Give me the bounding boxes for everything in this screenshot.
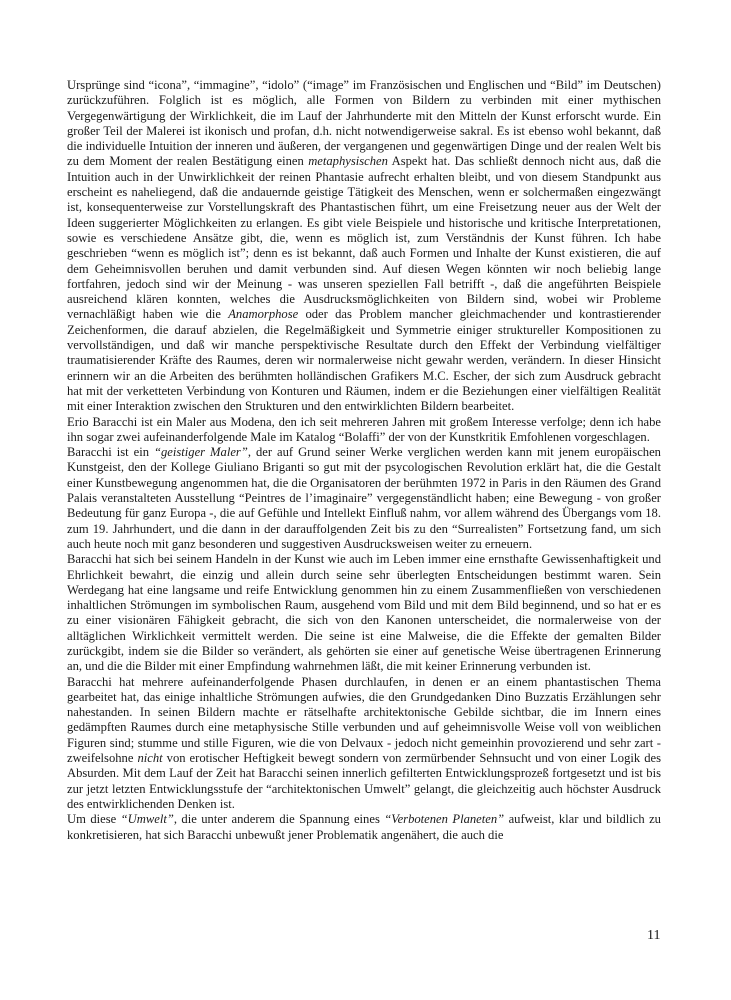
paragraph bbox=[67, 415, 661, 446]
text-run: oder das Problem mancher gleichmachender und kontrastierender Zeichenformen, die darauf abzielen, die Regelmäßigkeit und Symmetrie einiger struktureller Kompositionen zu vervollständigen, und daß wir manche perspektivische Resultate durch den Effekt der Verbindung vielfältiger traumatisierender Kräfte des Raumes, deren wir normalerweise nicht gewahr werden, verändern. In dieser Hinsicht erinnern wir an die Arbeiten des berühmten holländischen Grafikers M.C. Escher, der sich zum Ausdruck gebracht hat mit der verketteten Verbindung von Konturen und Räumen, indem er die Beziehungen einer vielfältigen Realität mit einer Interaktion zwischen den Strukturen und den entwirklichten Bildern bearbeitet. bbox=[67, 307, 661, 414]
paragraph bbox=[67, 78, 661, 415]
text-run: Baracchi hat sich bei seinem Handeln in der Kunst wie auch im Leben immer eine ernsthafte Gewissenhaftigkeit und Ehrlichkeit bewahrt, die einzig und allein durch seine sehr überlegten Entscheidungen bestimmt waren. Sein Werdegang hat eine langsame und reife Entwicklung genommen hin zu einem Zusammenfließen von verschiedenen inhaltlichen Strömungen im symbolischen Raum, ausgehend vom Bild und mit dem Bild beginnend, und so hat er es zu einer visionären Fähigkeit gebracht, die sich von den Kanonen unterscheidet, die normalerweise von der alltäglichen Wirklichkeit vermittelt werden. Die seine ist eine Malweise, die die Effekte der gemalten Bilder zurückgibt, indem sie die Bilder so verändert, als gehörten sie einer auf genetische Weise übertragenen Erinnerung an, und die die Bilder mit einer Empfindung wahrnehmen läßt, die mit keiner Erinnerung verbunden ist. bbox=[67, 552, 661, 674]
text-run: Erio Baracchi ist ein Maler aus Modena, den ich seit mehreren Jahren mit großem Interesse verfolge; denn ich habe ihn sogar zwei aufeinanderfolgende Male im Katalog “Bolaffi” der von der Kunstkritik Emfohlenen vorgeschlagen. bbox=[67, 414, 661, 444]
body-text bbox=[67, 78, 661, 843]
text-run: Baracchi ist ein bbox=[67, 445, 154, 460]
italic-run: metaphysischen bbox=[308, 154, 388, 169]
paragraph bbox=[67, 445, 661, 552]
italic-run: “Verbotenen Planeten” bbox=[384, 812, 505, 827]
text-run: von erotischer Heftigkeit bewegt sondern von zermürbender Sehnsucht und von einer Logik des Absurden. Mit dem Lauf der Zeit hat Baracchi seinen innerlich gefilterten Entwicklungsprozeß fortgesetzt und ist bis zur jetzt letzten Entwicklungsstufe der “architektonischen Umwelt” gelangt, die gleichzeitig auch höchster Ausdruck des entwirklichenden Denken ist. bbox=[67, 751, 661, 811]
page-number: 11 bbox=[647, 928, 661, 943]
italic-run: “Umwelt” bbox=[120, 812, 174, 827]
italic-run: nicht bbox=[137, 751, 163, 766]
italic-run: Anamorphose bbox=[228, 307, 299, 322]
text-run: , die unter anderem die Spannung eines bbox=[173, 812, 385, 827]
text-run: Aspekt hat. Das schließt dennoch nicht aus, daß die Intuition auch in der Unwirklichkeit der reinen Phantasie aufrecht erhalten bleibt, und von diesem Standpunkt aus erscheint es naheliegend, daß die andauernde geistige Tätigkeit des Menschen, wenn er solchermaßen eingezwängt ist, konsequenterweise zur Vorstellungskraft des Phantastischen führt, um eine Freisetzung neuer aus der Welt der Ideen suggerierter Möglichkeiten zu erlangen. Es gibt viele Beispiele und historische und kritische Interpretationen, sowie es verschiedene Ansätze gibt, die, wenn es möglich ist, zum Verständnis der Kunst führen. Ich habe geschrieben “wenn es möglich ist”; denn es ist bekannt, daß auch Formen und Inhalte der Kunst existieren, die auf dem Geheimnisvollen beruhen und damit verbunden sind. Auf diesen Wegen könnten wir noch beliebig lange fortfahren, jedoch sind wir der Meinung - was unseren speziellen Fall betrifft -, daß die angeführten Beispiele ausreichend klären konnten, welches die Ausdrucksmöglichkeiten von Bildern sind, wobei wir Probleme vernachläßigt haben wie die bbox=[67, 154, 661, 322]
text-run: Um diese bbox=[67, 812, 121, 827]
text-run: Ursprünge sind “icona”, “immagine”, “idolo” (“image” im Französischen und Englischen und “Bild” im Deutschen) zurückzuführen. Folglich ist es möglich, alle Formen von Bildern zu verbinden mit einer mythischen Vergegenwärtigung der Wirklichkeit, die im Lauf der Jahrhunderte mit den Mitteln der Kunst erforscht wurde. Ein großer Teil der Malerei ist ikonisch und profan, d.h. nicht notwendigerweise sakral. Es ist ebenso wohl bekannt, daß die individuelle Intuition der inneren und äußeren, der vergangenen und gegenwärtigen Dinge und der realen Welt bis zu dem Moment der realen Bestätigung einen bbox=[67, 78, 661, 169]
text-run: aufweist, klar und bildlich zu konkretisieren, hat sich Baracchi unbewußt jener Problematik angenähert, die auch die bbox=[67, 812, 661, 842]
italic-run: “geistiger Maler” bbox=[153, 445, 248, 460]
paragraph bbox=[67, 552, 661, 674]
text-run: , der auf Grund seiner Werke verglichen werden kann mit jenem europäischen Kunstgeist, den der Kollege Giuliano Briganti so gut mit der psycologischen Revolution erklärt hat, die die Gestalt einer Kunstbewegung angenommen hat, die die Organisatoren der berühmten 1972 in Paris in den Räumen des Grand Palais veranstalteten Ausstellung “Peintres de l’imaginaire” vergegenständlicht haben; eine Bewegung - von großer Bedeutung für ganz Europa -, die auf Gefühle und Intellekt Einfluß nahm, vor allem während des Übergangs vom 18. zum 19. Jahrhundert, und die dann in der darauffolgenden Zeit bis zu den “Surrealisten” Fortsetzung fand, um sich auch heute noch mit ganz besonderen und suggestiven Ausdrucksweisen weiter zu erneuern. bbox=[67, 445, 661, 551]
paragraph bbox=[67, 675, 661, 813]
paragraph bbox=[67, 812, 661, 843]
text-run: Baracchi hat mehrere aufeinanderfolgende Phasen durchlaufen, in denen er an einem phantastischen Thema gearbeitet hat, das einige inhaltliche Strömungen aufwies, die den Grundgedanken Dino Buzzatis Erzählungen sehr nahestanden. In seinen Bildern machte er rätselhafte architektonische Gebilde sichtbar, die im Innern eines gedämpften Raumes durch eine metaphysische Stille verbunden und auf geheimnisvolle Weise voll von weiblichen Figuren sind; stumme und stille Figuren, wie die von Delvaux - jedoch nicht gemeinhin provozierend und sehr zart - zweifelsohne bbox=[67, 674, 661, 766]
